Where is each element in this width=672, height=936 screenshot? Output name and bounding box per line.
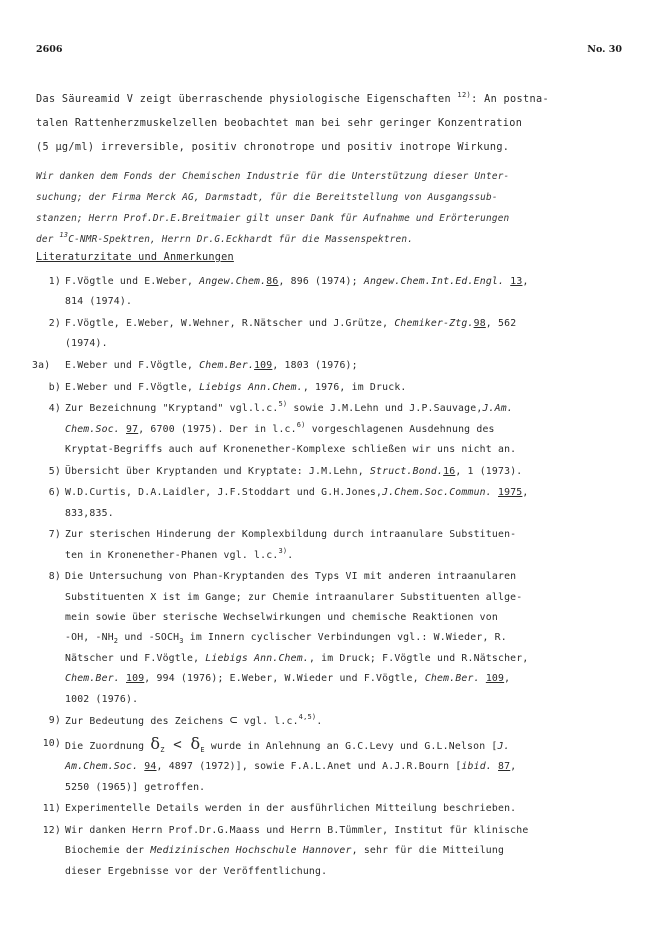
subscript: Z — [160, 745, 165, 754]
issue-number: No. 30 — [587, 44, 622, 55]
text-line — [65, 711, 636, 732]
journal-name: Chem.Ber. — [199, 360, 255, 371]
text-line: 5250 (1965)] getroffen. — [65, 781, 206, 793]
text-line: 1002 (1976). — [65, 693, 139, 705]
volume-number: 97 — [126, 423, 139, 435]
text-line — [36, 229, 636, 250]
volume-number: 16 — [443, 465, 456, 477]
text-line — [65, 272, 636, 292]
text-line: stanzen; Herrn Prof.Dr.E.Breitmaier gilt unser Dank für Aufnahme und Erörterungen — [36, 213, 510, 224]
volume-number: 86 — [266, 276, 279, 287]
text-line: Kryptat-Begriffs auch auf Kronenether-Komplexe schließen wir uns nicht an. — [65, 444, 517, 455]
text-line: Zur sterischen Hinderung der Komplexbildung durch intraanulare Substituen- — [65, 529, 517, 541]
journal-name: Liebigs Ann.Chem. — [205, 652, 309, 664]
journal-name: Chem.Soc. — [65, 423, 120, 435]
reference-number: 12) — [42, 824, 61, 836]
text-run: und -SOCH — [118, 632, 180, 644]
footnote-marker: 12) — [457, 91, 472, 99]
text-line — [65, 628, 636, 648]
text-run: , — [522, 487, 529, 499]
journal-name: J.Chem.Soc.Commun. — [382, 487, 492, 499]
delta-symbol: δ — [190, 733, 201, 753]
reference-number: 3a) — [32, 360, 51, 371]
journal-name: Liebigs Ann.Chem. — [199, 381, 303, 393]
volume-number: 94 — [144, 761, 157, 773]
text-run: F.Vögtle, E.Weber, W.Wehner, R.Nätscher und J.Grütze, — [65, 318, 395, 329]
text-run: W.D.Curtis, D.A.Laidler, J.F.Stoddart und G.H.Jones, — [65, 487, 383, 499]
text-line — [65, 420, 636, 440]
text-line — [65, 649, 636, 669]
text-run: : An postna- — [471, 94, 549, 105]
references-list — [32, 272, 636, 883]
journal-name: Chemiker-Ztg. — [394, 318, 474, 329]
text-run: Das Säureamid V zeigt überraschende physiologische Eigenschaften — [36, 94, 458, 105]
reference-number: 4) — [48, 403, 61, 415]
reference-number: 2) — [48, 318, 61, 329]
volume-number: 13 — [510, 276, 523, 287]
text-run: E.Weber und F.Vögtle, — [65, 381, 200, 393]
text-run: , — [510, 761, 517, 773]
text-run: , — [522, 276, 529, 287]
text-run: wurde in Anlehnung an G.C.Levy und G.L.Nelson [ — [204, 740, 498, 752]
text-run: Übersicht über Kryptanden und Kryptate: J.M.Lehn, — [65, 465, 370, 477]
reference-item — [36, 272, 636, 313]
text-line — [65, 399, 636, 419]
text-run: , 1 (1973). — [455, 465, 523, 477]
text-run: . — [287, 549, 294, 561]
reference-number: 10) — [42, 737, 61, 749]
text-run: Nätscher und F.Vögtle, — [65, 652, 206, 664]
reference-item — [36, 314, 636, 355]
volume-number: 109 — [126, 673, 145, 685]
text-line: dieser Ergebnisse vor der Veröffentlichung. — [65, 865, 328, 877]
text-line — [36, 88, 636, 112]
reference-number: 7) — [48, 529, 61, 541]
subscript: 3 — [179, 637, 184, 646]
subscript: 2 — [113, 637, 119, 646]
delta-symbol: δ — [150, 733, 161, 753]
reference-item — [36, 462, 636, 482]
reference-number: 9) — [48, 715, 61, 727]
page-header — [36, 44, 622, 58]
text-line — [65, 757, 636, 777]
text-run: , 896 (1974); — [278, 276, 364, 287]
text-run: vorgeschlagenen Ausdehnung des — [305, 423, 495, 435]
text-run: C-NMR-Spektren, Herrn Dr.G.Eckhardt für die Massenspektren. — [68, 234, 414, 245]
text-line: (5 µg/ml) irreversible, positiv chronotrope und positiv inotrope Wirkung. — [36, 142, 510, 153]
volume-number: 87 — [498, 761, 511, 773]
text-line: talen Rattenherzmuskelzellen beobachtet man bei sehr geringer Konzentration — [36, 118, 523, 129]
text-run: , — [504, 673, 511, 685]
text-line: Die Untersuchung von Phan-Kryptanden des Typs VI mit anderen intraanularen — [65, 571, 517, 583]
subscript: E — [200, 745, 205, 754]
text-line: suchung; der Firma Merck AG, Darmstadt, für die Bereitstellung von Ausgangssub- — [36, 192, 498, 203]
text-run: , 1803 (1976); — [272, 360, 358, 371]
text-run: sowie J.M.Lehn und J.P.Sauvage, — [287, 403, 483, 415]
text-run: . — [316, 716, 323, 728]
volume-number: 98 — [473, 318, 486, 329]
paragraph-physiology — [36, 88, 636, 160]
text-run: Biochemie der — [65, 845, 151, 857]
text-run: F.Vögtle und E.Weber, — [65, 276, 200, 287]
text-line — [65, 546, 636, 566]
reference-number: 6) — [48, 487, 61, 499]
volume-number: 109 — [485, 673, 505, 685]
institution-name: Medizinischen Hochschule Hannover — [150, 845, 352, 857]
volume-number: 109 — [254, 360, 273, 371]
footnote-marker: 5) — [278, 400, 288, 409]
acknowledgements — [36, 166, 636, 250]
text-line — [65, 314, 636, 334]
text-line: Wir danken Herrn Prof.Dr.G.Maass und Herrn B.Tümmler, Institut für klinische — [65, 824, 529, 836]
text-line: mein sowie über sterische Wechselwirkungen und chemische Reaktionen von — [65, 612, 498, 623]
text-run: , im Druck; F.Vögtle und R.Nätscher, — [308, 652, 529, 664]
text-run: ten in Kronenether-Phanen vgl. l.c. — [65, 549, 279, 561]
reference-number: 11) — [42, 803, 61, 815]
journal-name: Chem.Ber. — [424, 673, 480, 685]
journal-name: J. — [497, 740, 510, 752]
text-run: Die Zuordnung — [65, 740, 151, 752]
text-run: , 4897 (1972)], sowie F.A.L.Anet und A.J.R.Bourn [ — [156, 761, 462, 773]
reference-item — [36, 525, 636, 566]
reference-item — [32, 356, 636, 376]
journal-name: Chem.Ber. — [65, 673, 120, 685]
volume-number: 1975 — [498, 487, 523, 499]
text-run: , 1976, im Druck. — [302, 381, 407, 393]
text-line: Experimentelle Details werden in der ausführlichen Mitteilung beschrieben. — [65, 803, 517, 815]
text-line: Substituenten X ist im Gange; zur Chemie intraanularer Substituenten allge- — [65, 591, 523, 603]
reference-number: 1) — [48, 276, 61, 287]
journal-name: Struct.Bond. — [369, 465, 444, 477]
references-heading: Literaturzitate und Anmerkungen — [36, 252, 234, 263]
text-run: , sehr für die Mitteilung — [351, 845, 505, 857]
reference-item — [36, 711, 636, 732]
text-line — [65, 841, 636, 861]
isotope-superscript: 13 — [59, 231, 69, 239]
footnote-marker: 6) — [296, 420, 306, 429]
journal-name: Angew.Chem.Int.Ed.Engl. — [363, 276, 505, 287]
reference-item — [36, 821, 636, 882]
text-line — [65, 734, 636, 757]
text-run: , 562 — [485, 318, 517, 329]
reference-item — [36, 378, 636, 398]
journal-name: Angew.Chem. — [199, 276, 267, 287]
text-line: 833,835. — [65, 507, 114, 519]
less-than-symbol: < — [164, 736, 191, 753]
journal-name: Am.Chem.Soc. — [65, 761, 139, 773]
text-line — [65, 378, 636, 398]
text-line — [65, 356, 636, 376]
text-line: Wir danken dem Fonds der Chemischen Industrie für die Unterstützung dieser Unter- — [36, 171, 510, 182]
text-run: der — [36, 234, 60, 245]
text-run: Zur Bedeutung des Zeichens — [65, 716, 230, 728]
journal-name: J.Am. — [482, 403, 513, 415]
text-line: 814 (1974). — [65, 296, 133, 308]
reference-item — [36, 567, 636, 710]
text-line — [65, 669, 636, 689]
text-run: E.Weber und F.Vögtle, — [65, 360, 200, 371]
text-line — [65, 483, 636, 503]
text-line: (1974). — [65, 338, 108, 350]
text-run: , 994 (1976); E.Weber, W.Wieder und F.Vögtle, — [144, 673, 425, 685]
reference-item — [36, 799, 636, 819]
text-run: -OH, -NH — [65, 632, 114, 644]
subset-symbol: ⊂ — [229, 713, 238, 729]
footnote-marker: 3) — [278, 546, 288, 555]
reference-number: b) — [48, 381, 61, 393]
reference-item — [36, 399, 636, 460]
text-run: , 6700 (1975). Der in l.c. — [138, 423, 297, 435]
footnote-marker: 4,5) — [298, 713, 317, 722]
text-run: vgl. l.c. — [237, 716, 299, 728]
journal-name: ibid. — [461, 761, 492, 773]
text-run: im Innern cyclischer Verbindungen vgl.: W.Wieder, R. — [183, 632, 507, 644]
reference-item — [36, 734, 636, 798]
page-number: 2606 — [36, 44, 63, 55]
text-run: Zur Bezeichnung "Kryptand" vgl.l.c. — [65, 403, 279, 415]
reference-number: 5) — [48, 465, 61, 477]
reference-item — [36, 483, 636, 524]
reference-number: 8) — [48, 571, 61, 583]
text-line — [65, 462, 636, 482]
